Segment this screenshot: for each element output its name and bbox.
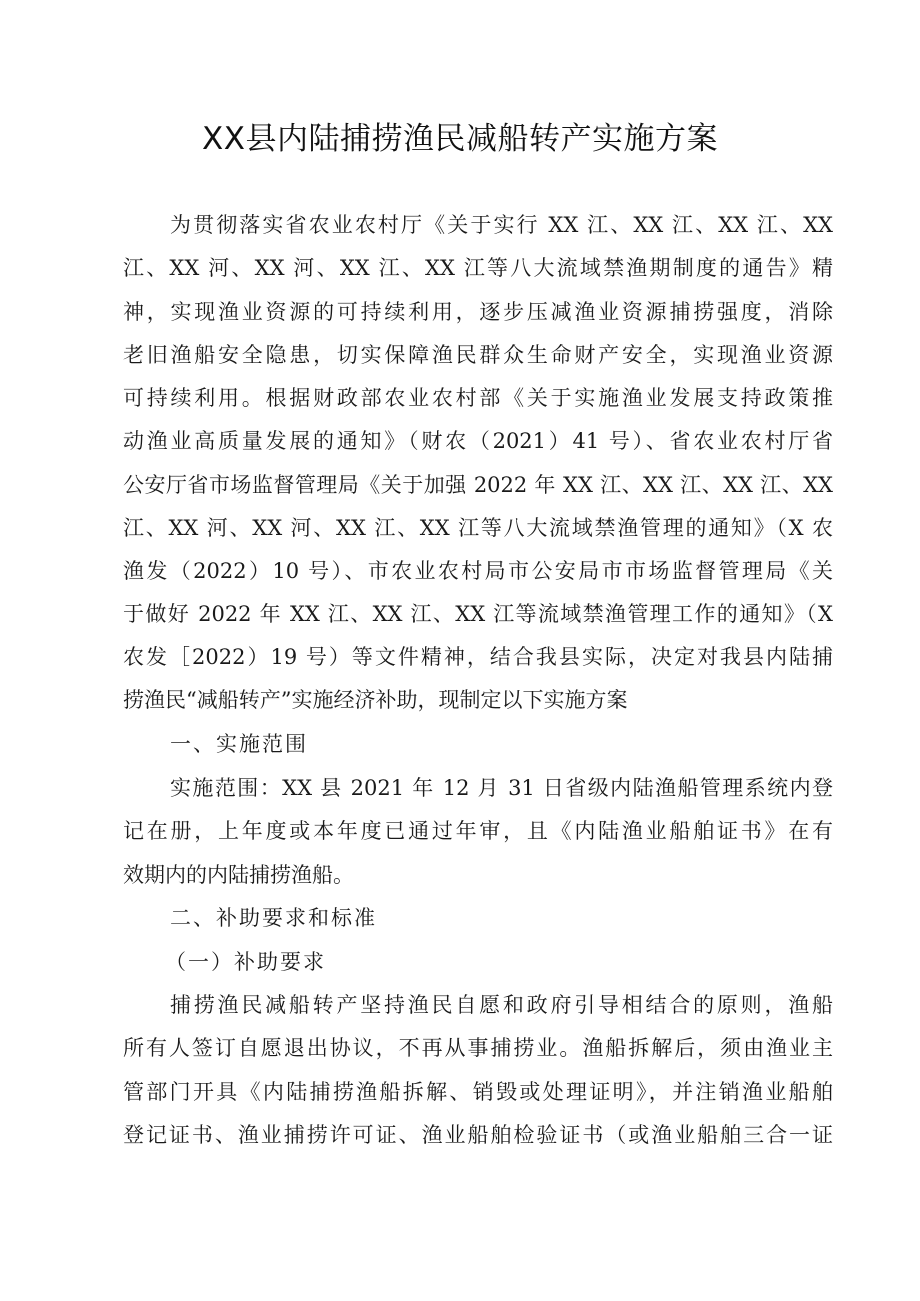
text-line: 所有人签订自愿退出协议，不再从事捕捞业。渔船拆解后，须由渔业主 xyxy=(123,1036,833,1060)
text-line: 于做好 2022 年 XX 江、XX 江、XX 江等流域禁渔管理工作的通知》（X xyxy=(123,602,833,626)
text-line: 效期内的内陆捕捞渔船。 xyxy=(123,863,354,887)
text-line: 渔发（2022）10 号）、市农业农村局市公安局市市场监督管理局《关 xyxy=(123,559,833,583)
text-line: 实施范围：XX 县 2021 年 12 月 31 日省级内陆渔船管理系统内登 xyxy=(170,776,833,800)
text-line: 可持续利用。根据财政部农业农村部《关于实施渔业发展支持政策推 xyxy=(123,386,833,410)
subsection-heading: （一）补助要求 xyxy=(165,950,326,974)
text-line: 登记证书、渔业捕捞许可证、渔业船舶检验证书（或渔业船舶三合一证 xyxy=(123,1123,833,1147)
text-line: 为贯彻落实省农业农村厅《关于实行 XX 江、XX 江、XX 江、XX xyxy=(170,213,833,237)
text-line: 管部门开具《内陆捕捞渔船拆解、销毁或处理证明》，并注销渔业船舶 xyxy=(123,1080,833,1104)
text-line: 老旧渔船安全隐患，切实保障渔民群众生命财产安全，实现渔业资源 xyxy=(123,343,833,367)
text-line: 农发［2022）19 号）等文件精神，结合我县实际，决定对我县内陆捕 xyxy=(123,645,833,669)
text-line: 记在册，上年度或本年度已通过年审，且《内陆渔业船舶证书》在有 xyxy=(123,819,833,843)
text-line: 捞渔民“减船转产”实施经济补助，现制定以下实施方案 xyxy=(123,688,628,712)
document-title: XX县内陆捕捞渔民减船转产实施方案 xyxy=(202,121,718,157)
text-line: 江、XX 河、XX 河、XX 江、XX 江等八大流域禁渔期制度的通告》精 xyxy=(123,256,833,280)
text-line: 江、XX 河、XX 河、XX 江、XX 江等八大流域禁渔管理的通知》（X 农 xyxy=(123,516,833,540)
text-line: 动渔业高质量发展的通知》（财农（2021）41 号）、省农业农村厅省 xyxy=(123,429,833,453)
text-line: 公安厅省市场监督管理局《关于加强 2022 年 XX 江、XX 江、XX 江、XX xyxy=(123,473,833,497)
text-line: 神，实现渔业资源的可持续利用，逐步压减渔业资源捕捞强度，消除 xyxy=(123,300,833,324)
text-line: 捕捞渔民减船转产坚持渔民自愿和政府引导相结合的原则，渔船 xyxy=(170,993,833,1017)
section-heading: 二、补助要求和标准 xyxy=(170,906,377,930)
section-heading: 一、实施范围 xyxy=(170,732,308,756)
